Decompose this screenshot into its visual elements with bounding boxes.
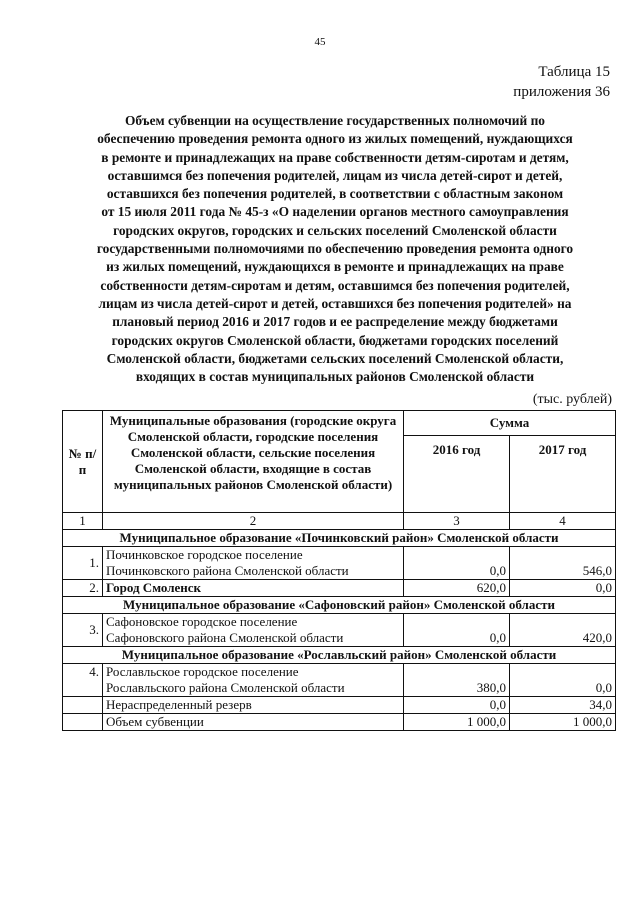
table-row — [63, 664, 616, 697]
value-2017: 0,0 — [510, 580, 616, 597]
column-index-row — [63, 513, 616, 530]
units-label: (тыс. рублей) — [532, 392, 612, 407]
municipality-name-line: Сафоновское городское поселение — [106, 614, 298, 629]
row-number-empty — [63, 714, 103, 731]
title-line: собственности детям-сиротам и детям, оставшимся без попечения родителей, — [100, 277, 570, 293]
value-2016: 380,0 — [404, 664, 510, 697]
table-row — [63, 614, 616, 647]
header-2016: 2016 год — [404, 436, 510, 513]
title-line: из жилых помещений, нуждающихся в ремонте и принадлежащих на праве — [106, 259, 564, 275]
value-2016: 0,0 — [404, 614, 510, 647]
table-reference-line1: Таблица 15 — [538, 64, 610, 80]
total-row — [63, 714, 616, 731]
table-row — [63, 547, 616, 580]
reserve-label: Нераспределенный резерв — [103, 697, 404, 714]
municipality-name-line: Рославльского района Смоленской области — [106, 680, 345, 695]
table-reference — [513, 62, 610, 102]
row-number: 2. — [63, 580, 103, 597]
value-2016: 0,0 — [404, 697, 510, 714]
municipality-name-line: Починковского района Смоленской области — [106, 563, 349, 578]
municipality-name — [103, 614, 404, 647]
header-sum: Сумма — [404, 411, 616, 436]
document-title — [58, 112, 612, 386]
municipality-name-line: Сафоновского района Смоленской области — [106, 630, 344, 645]
municipality-name-line: Починковское городское поселение — [106, 547, 303, 562]
index-cell: 1 — [63, 513, 103, 530]
table-row — [63, 580, 616, 597]
title-line: оставшихся без попечения родителей, в соответствии с областным законом — [106, 186, 564, 202]
row-number: 3. — [63, 614, 103, 647]
page-number: 45 — [314, 36, 326, 48]
table-reference-line2: приложения 36 — [513, 84, 610, 100]
value-2016: 620,0 — [404, 580, 510, 597]
municipality-name — [103, 547, 404, 580]
title-line: входящих в состав муниципальных районов Смоленской области — [135, 369, 535, 385]
index-cell: 4 — [510, 513, 616, 530]
title-line: от 15 июля 2011 года № 45-з «О наделении органов местного самоуправления — [101, 204, 569, 220]
index-cell: 2 — [103, 513, 404, 530]
title-line: государственными полномочиями по обеспечению проведения ремонта одного — [96, 241, 574, 257]
header-num: № п/п — [63, 411, 103, 513]
value-2017: 420,0 — [510, 614, 616, 647]
value-2017: 34,0 — [510, 697, 616, 714]
section-heading: Муниципальное образование «Сафоновский район» Смоленской области — [63, 597, 616, 614]
value-2017: 546,0 — [510, 547, 616, 580]
title-line: Смоленской области, бюджетами сельских поселений Смоленской области, — [106, 350, 564, 366]
section-row — [63, 647, 616, 664]
header-municipality: Муниципальные образования (городские округа Смоленской области, городские поселения Смоленской области, сельские поселения Смоленской области, входящие в состав муниципальных районов Смоленской области) — [103, 411, 404, 513]
total-label: Объем субвенции — [103, 714, 404, 731]
municipality-name: Город Смоленск — [103, 580, 404, 597]
row-number-empty — [63, 697, 103, 714]
index-cell: 3 — [404, 513, 510, 530]
section-heading: Муниципальное образование «Починковский район» Смоленской области — [63, 530, 616, 547]
row-number: 4. — [63, 664, 103, 697]
title-line: Объем субвенции на осуществление государственных полномочий по — [125, 113, 545, 128]
municipality-name-line: Рославльское городское поселение — [106, 664, 299, 679]
subsidy-table — [62, 410, 616, 731]
row-number: 1. — [63, 547, 103, 580]
value-2016: 0,0 — [404, 547, 510, 580]
title-line: оставшимся без попечения родителей, лицам из числа детей-сирот и детей, — [107, 167, 563, 183]
table-header-row — [63, 411, 616, 436]
section-row — [63, 597, 616, 614]
section-row — [63, 530, 616, 547]
value-2017: 0,0 — [510, 664, 616, 697]
title-line: плановый период 2016 и 2017 годов и ее распределение между бюджетами — [112, 314, 558, 330]
title-line: городских округов Смоленской области, бюджетами городских поселений — [111, 332, 559, 348]
header-2017: 2017 год — [510, 436, 616, 513]
title-line: лицам из числа детей-сирот и детей, оставшихся без попечения родителей» на — [98, 295, 572, 311]
title-line: в ремонте и принадлежащих на праве собственности детям-сиротам и детям, — [101, 149, 569, 165]
total-2017: 1 000,0 — [510, 714, 616, 731]
title-line: городских округов, городских и сельских поселений Смоленской области — [113, 222, 557, 238]
total-2016: 1 000,0 — [404, 714, 510, 731]
section-heading: Муниципальное образование «Рославльский район» Смоленской области — [63, 647, 616, 664]
title-line: обеспечению проведения ремонта одного из жилых помещений, нуждающихся — [97, 131, 573, 147]
municipality-name — [103, 664, 404, 697]
reserve-row — [63, 697, 616, 714]
